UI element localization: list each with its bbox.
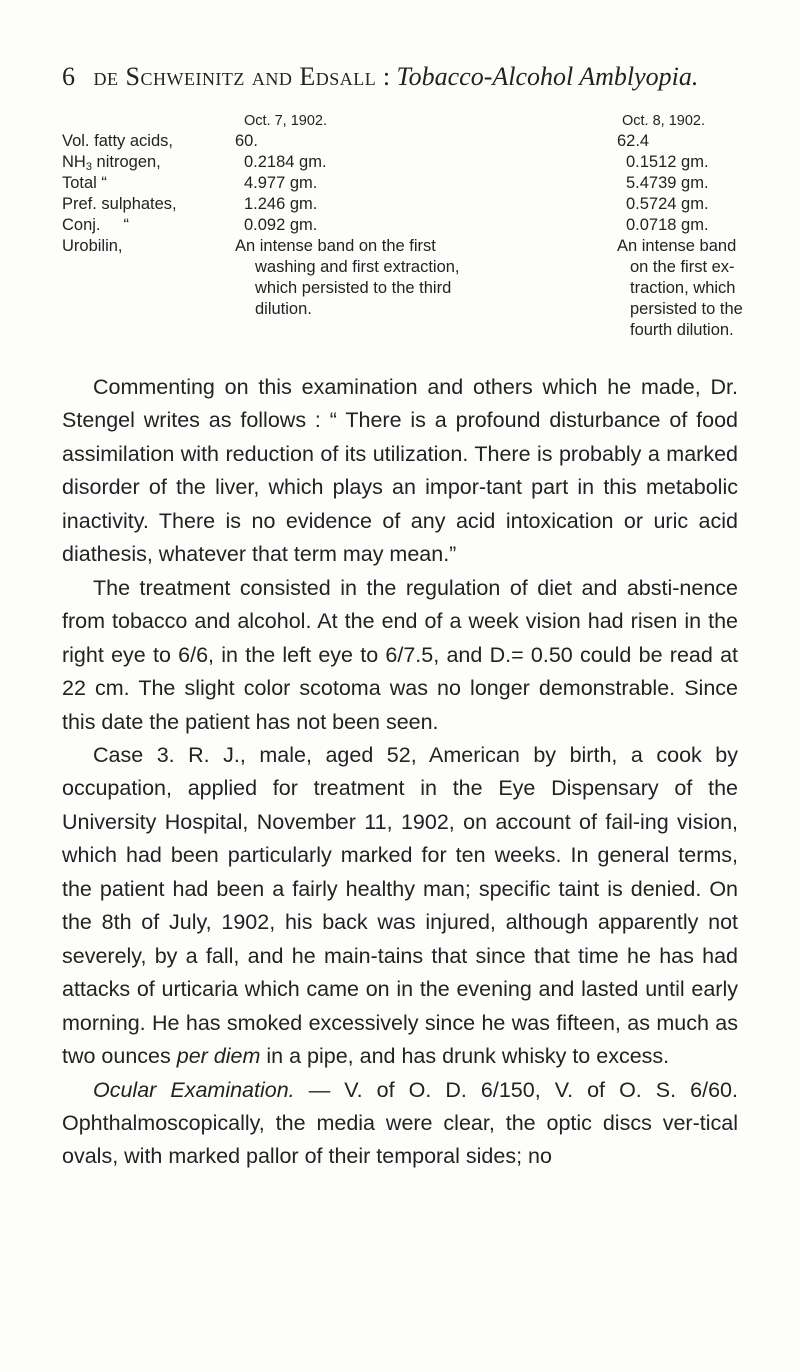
row-value-col1: 60.	[235, 132, 258, 150]
urine-analysis-table	[0, 0, 800, 360]
header-title: Tobacco-Alcohol Amblyopia.	[396, 62, 699, 91]
row-value-col1: 0.2184 gm.	[244, 153, 327, 171]
row-label: Total “	[62, 174, 107, 192]
paragraph: Case 3. R. J., male, aged 52, American by birth, a cook by occupation, applied for treatment in the Eye Dispensary of the University Hospital, November 11, 1902, on account of fail-ing vision, which had been particularly marked for ten weeks. In general terms, the patient had been a fairly healthy man; specific taint is denied. On the 8th of July, 1902, his back was injured, although apparently not severely, by a fall, and he main-tains that since that time he has had attacks of urticaria which came on in the evening and lasted until early morning. He has smoked excessively since he was fifteen, as much as two ounces per diem in a pipe, and has drunk whisky to excess.	[62, 742, 738, 1069]
urobilin-col1-line: dilution.	[255, 300, 312, 318]
urobilin-label: Urobilin,	[62, 237, 123, 255]
paragraph: Ocular Examination. — V. of O. D. 6/150, V. of O. S. 6/60. Ophthalmoscopically, the media were clear, the optic discs ver-tical ovals, with marked pallor of their temporal sides; no	[62, 1077, 738, 1169]
page-number: 6	[62, 62, 75, 91]
row-value-col2: 5.4739 gm.	[626, 174, 709, 192]
row-value-col2: 62.4	[617, 132, 650, 150]
urobilin-col2-line: persisted to the	[630, 300, 743, 318]
header-separator: :	[382, 62, 391, 91]
urobilin-col2-line: traction, which	[630, 279, 736, 297]
row-value-col2: 0.0718 gm.	[626, 216, 709, 234]
row-value-col1: 4.977 gm.	[244, 174, 318, 192]
urobilin-col2-line: fourth dilution.	[630, 321, 734, 339]
urobilin-col1-line: which persisted to the third	[255, 279, 452, 297]
row-label: Pref. sulphates,	[62, 195, 177, 213]
row-value-col2: 0.1512 gm.	[626, 153, 709, 171]
row-label: Vol. fatty acids,	[62, 132, 173, 150]
row-value-col1: 1.246 gm.	[244, 195, 318, 213]
header-authors: de Schweinitz and Edsall	[93, 62, 377, 91]
row-label: Conj. “	[62, 216, 129, 234]
row-label: $NH_3$ nitrogen,	[62, 153, 161, 173]
urobilin-col2-line: An intense band	[617, 237, 737, 255]
urobilin-col1-line: An intense band on the first	[235, 237, 436, 255]
row-value-col2: 0.5724 gm.	[626, 195, 709, 213]
paragraph: The treatment consisted in the regulation of diet and absti-nence from tobacco and alcohol. At the end of a week vision had risen in the right eye to 6/6, in the left eye to 6/7.5, and D.= 0.50 could be read at 22 cm. The slight color scotoma was no longer demonstrable. Since this date the patient has not been seen.	[62, 575, 738, 734]
col1-date: Oct. 7, 1902.	[244, 113, 328, 129]
row-value-col1: 0.092 gm.	[244, 216, 318, 234]
urobilin-col2-line: on the first ex-	[630, 258, 735, 276]
paragraph: Commenting on this examination and others which he made, Dr. Stengel writes as follows : “ There is a profound disturbance of food assimilation with reduction of its utilization. There is probably a marked disorder of the liver, which plays an impor-tant part in this metabolic inactivity. There is no evidence of any acid intoxication or uric acid diathesis, whatever that term may mean.”	[62, 375, 738, 567]
urobilin-col1-line: washing and first extraction,	[255, 258, 460, 276]
col2-date: Oct. 8, 1902.	[622, 113, 706, 129]
body-text	[62, 371, 738, 1174]
